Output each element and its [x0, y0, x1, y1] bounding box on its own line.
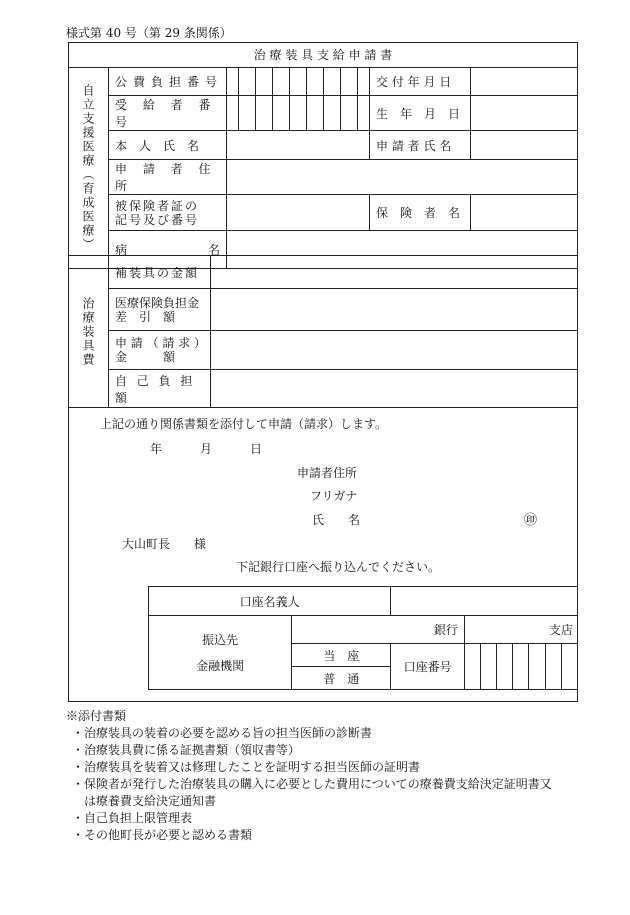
account-holder-label: 口座名義人	[149, 587, 391, 616]
current-account-option[interactable]: 当 座	[292, 644, 391, 667]
recipient-no-label: 受 給 者 番 号	[109, 96, 227, 131]
insurer-name-field[interactable]	[471, 195, 578, 231]
public-burden-digit[interactable]	[290, 68, 307, 96]
claim-amount-field[interactable]	[210, 331, 577, 370]
public-burden-digit[interactable]	[341, 68, 358, 96]
list-item: ・自己負担上限管理表	[72, 811, 193, 825]
applicant-address-field[interactable]	[227, 160, 578, 195]
bank-table	[148, 586, 578, 690]
claim-amount-label: 申 請 （ 請 求 ） 金 額	[108, 331, 210, 370]
public-burden-no-label: 公費負担番号	[109, 68, 227, 96]
recipient-digit[interactable]	[290, 96, 307, 131]
self-burden-label: 自 己 負 担 額	[108, 370, 210, 408]
applicant-name-label: 申 請 者 氏 名	[370, 131, 471, 160]
insurance-deduction-label: 医療保険負担金 差 引 額	[108, 289, 210, 331]
list-item: ・治療装具費に係る証拠書類（領収書等）	[72, 743, 301, 757]
list-item: ・治療装具の装着の必要を認める旨の担当医師の診断書	[72, 726, 373, 740]
declaration-statement: 上記の通り関係書類を添付して申請（請求）します。	[100, 417, 388, 431]
account-holder-field[interactable]	[391, 587, 578, 616]
device-cost-table	[68, 255, 578, 408]
public-burden-digit[interactable]	[239, 68, 256, 96]
applicant-address-label: 申 請 者 住 所	[109, 160, 227, 195]
public-burden-digit[interactable]	[256, 68, 273, 96]
recipient-digit[interactable]	[324, 96, 341, 131]
public-burden-digit[interactable]	[227, 68, 239, 96]
furigana-caption: フリガナ	[310, 489, 358, 503]
transfer-dest-label: 振込先 金融機関	[149, 616, 292, 690]
issue-date-field[interactable]	[471, 68, 578, 96]
public-burden-digit[interactable]	[324, 68, 341, 96]
name-caption: 氏 名	[312, 513, 361, 527]
insured-cert-label: 被保険者証の 記号及び番号	[109, 195, 227, 231]
list-item: ・治療装具を装着又は修理したことを証明する担当医師の証明書	[72, 760, 421, 774]
recipient-digit[interactable]	[358, 96, 370, 131]
attachments-list	[72, 725, 592, 844]
applicant-address-caption: 申請者住所	[297, 466, 358, 480]
applicant-name-field[interactable]	[471, 131, 578, 160]
recipient-digit[interactable]	[341, 96, 358, 131]
account-digit[interactable]	[481, 644, 497, 690]
form-title: 治 療 装 具 支 給 申 請 書	[68, 42, 578, 68]
person-name-field[interactable]	[227, 131, 370, 160]
birth-date-field[interactable]	[471, 96, 578, 131]
disease-name-label: 病 名	[109, 231, 227, 269]
bank-name-field[interactable]: 銀行	[292, 616, 465, 644]
branch-name-field[interactable]: 支店	[464, 616, 577, 644]
form-number: 様式第 40 号（第 29 条関係）	[66, 26, 232, 40]
recipient-digit[interactable]	[273, 96, 290, 131]
attachments-heading: ※添付書類	[66, 709, 127, 723]
recipient-digit[interactable]	[307, 96, 324, 131]
device-amount-field[interactable]	[210, 256, 577, 289]
account-digit[interactable]	[497, 644, 513, 690]
recipient-digit[interactable]	[239, 96, 256, 131]
section2-side-label: 治療装具費	[69, 256, 109, 408]
insurer-name-label: 保 険 者 名	[370, 195, 471, 231]
addressee: 大山町長 様	[122, 537, 207, 551]
list-item: は療養費支給決定通知書	[72, 794, 217, 808]
public-burden-digit[interactable]	[358, 68, 370, 96]
birth-date-label: 生 年 月 日	[370, 96, 471, 131]
account-no-label: 口座番号	[391, 644, 465, 690]
account-digit[interactable]	[545, 644, 561, 690]
self-burden-field[interactable]	[210, 370, 577, 408]
date-day: 日	[250, 442, 263, 456]
device-amount-label: 補装具の金額	[108, 256, 210, 289]
account-digit[interactable]	[513, 644, 529, 690]
ordinary-account-option[interactable]: 普 通	[292, 667, 391, 690]
recipient-digit[interactable]	[256, 96, 273, 131]
seal-mark: ㊞	[524, 513, 538, 528]
issue-date-label: 交 付 年 月 日	[370, 68, 471, 96]
public-burden-digit[interactable]	[307, 68, 324, 96]
list-item: ・保険者が発行した治療装具の購入に必要とした費用についての療養費支給決定証明書又	[72, 777, 552, 791]
date-month: 月	[200, 442, 213, 456]
public-burden-digit[interactable]	[273, 68, 290, 96]
insured-cert-field[interactable]	[227, 195, 370, 231]
transfer-note: 下記銀行口座へ振り込んでください。	[236, 560, 441, 574]
list-item: ・その他町長が必要と認める書類	[72, 828, 253, 842]
medical-info-table	[68, 67, 578, 269]
person-name-label: 本 人 氏 名	[109, 131, 227, 160]
insurance-deduction-field[interactable]	[210, 289, 577, 331]
section1-side-label: 自立支援医療（育成医療）	[69, 68, 109, 269]
account-digit[interactable]	[561, 644, 577, 690]
account-digit[interactable]	[529, 644, 545, 690]
recipient-digit[interactable]	[227, 96, 239, 131]
date-year: 年	[150, 442, 163, 456]
account-digit[interactable]	[464, 644, 480, 690]
